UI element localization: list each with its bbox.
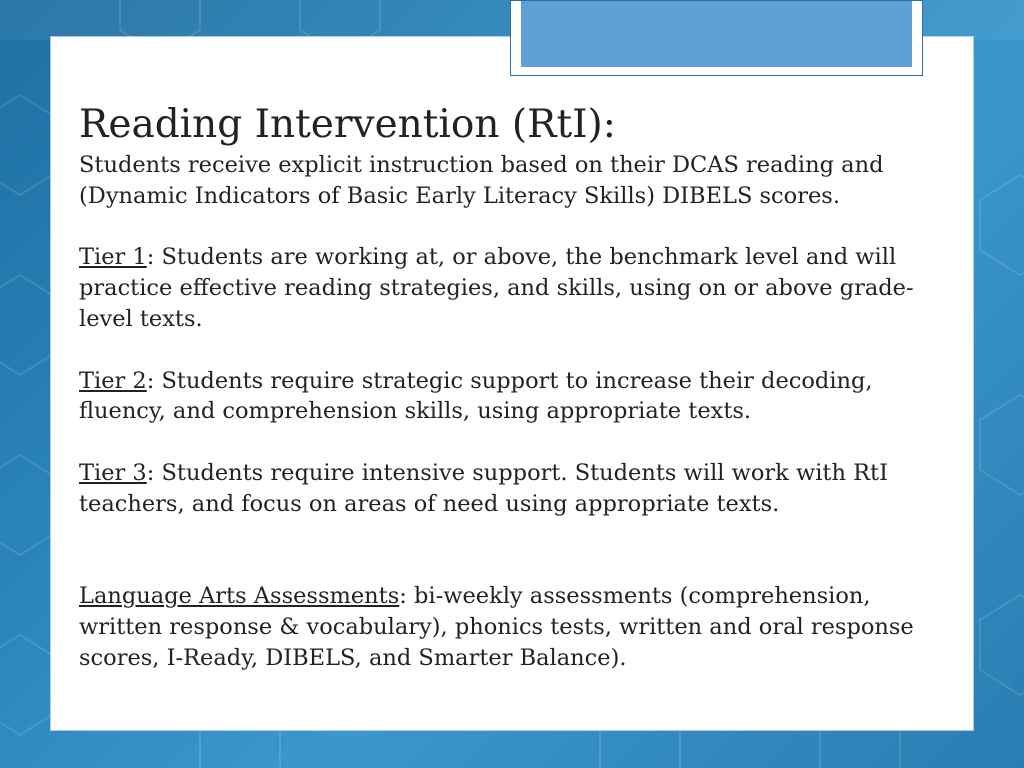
assessments-label: Language Arts Assessments — [79, 583, 400, 610]
tier-3-label: Tier 3 — [79, 459, 147, 486]
slide-body — [79, 100, 959, 674]
title-accent-bar — [521, 1, 912, 67]
tier-2-text: : Students require strategic support to increase their decoding, fluency, and comprehension skills, using appropriate texts. — [79, 367, 873, 425]
slide-title: Reading Intervention (RtI): — [79, 102, 616, 147]
tier-1-text: : Students are working at, or above, the benchmark level and will practice effective reading strategies, and skills, using on or above grade-level texts. — [79, 244, 914, 332]
tier-2-paragraph — [79, 366, 959, 428]
tier-3-text: : Students require intensive support. Students will work with RtI teachers, and focus on areas of need using appropriate texts. — [79, 459, 888, 517]
tier-3-paragraph — [79, 458, 959, 520]
assessments-text: : bi-weekly assessments (comprehension, written response & vocabulary), phonics tests, written and oral response scores, I-Ready, DIBELS, and Smarter Balance). — [79, 583, 914, 671]
title-accent-frame — [510, 0, 923, 76]
intro-paragraph: Students receive explicit instruction based on their DCAS reading and (Dynamic Indicators of Basic Early Literacy Skills) DIBELS scores. — [79, 152, 884, 209]
tier-1-paragraph — [79, 242, 959, 334]
tier-2-label: Tier 2 — [79, 367, 147, 394]
tier-1-label: Tier 1 — [79, 244, 147, 271]
assessments-paragraph — [79, 581, 959, 673]
